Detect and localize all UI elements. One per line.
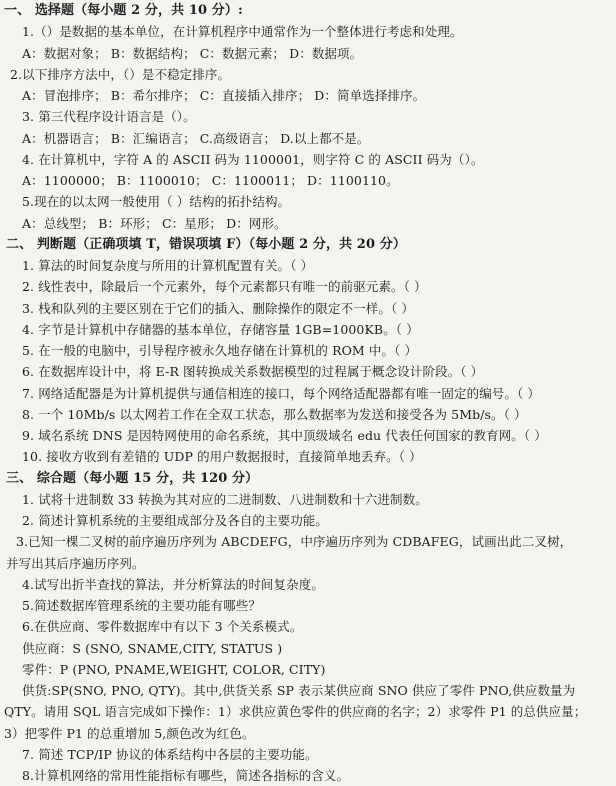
question-text: 3.已知一棵二叉树的前序遍历序列为 ABCDEFG，中序遍历序列为 CDBAFEG，试画出此二叉树， bbox=[16, 534, 573, 550]
section-1-heading: 一、 选择题（每小题 2 分，共 10 分）: bbox=[4, 3, 243, 18]
question-options: A：冒泡排序； B：希尔排序； C：直接插入排序； D：简单选择排序。 bbox=[22, 88, 426, 103]
question-text: 3）把零件 P1 的总重增加 5,颜色改为红色。 bbox=[4, 725, 255, 741]
question-text: 3. 第三代程序设计语言是（）。 bbox=[22, 109, 196, 125]
question-text: 4. 在计算机中，字符 A 的 ASCII 码为 1100001，则字符 C 的 ASCII 码为（）。 bbox=[22, 151, 484, 167]
question-text: 6.在供应商、零件数据库中有以下 3 个关系模式。 bbox=[22, 619, 303, 635]
question-options: A：1100000； B：1100010； C：1100011； D：1100110。 bbox=[22, 173, 399, 188]
question-text: 6. 在数据库设计中，将 E-R 图转换成关系数据模型的过程属于概念设计阶段。（ ） bbox=[22, 364, 484, 380]
question-text: 2. 线性表中，除最后一个元素外，每个元素都只有唯一的前驱元素。（ ） bbox=[22, 279, 427, 295]
question-options: A：机器语言； B：汇编语言； C.高级语言； D.以上都不是。 bbox=[22, 130, 370, 146]
section-3-heading: 三、 综合题（每小题 15 分，共 120 分） bbox=[6, 470, 259, 486]
relation-schema: 供应商：S (SNO, SNAME,CITY, STATUS ) bbox=[22, 640, 283, 656]
question-options: A：总线型； B：环形； C：星形； D：网形。 bbox=[22, 215, 287, 231]
question-text: 7. 网络适配器是为计算机提供与通信相连的接口，每个网络适配器都有唯一固定的编号。（ ） bbox=[22, 385, 541, 401]
question-text: 5. 在一般的电脑中，引导程序被永久地存储在计算机的 ROM 中。（ ） bbox=[22, 343, 418, 358]
question-text: 2.以下排序方法中，（）是不稳定排序。 bbox=[10, 66, 231, 82]
question-text: 5.简述数据库管理系统的主要功能有哪些？ bbox=[22, 598, 261, 613]
question-text: QTY。请用 SQL 语言完成如下操作：1）求供应黄色零件的供应商的名字；2）求零件 P1 的总供应量； bbox=[4, 704, 587, 720]
question-text: 8. 一个 10Mb/s 以太网若工作在全双工状态，那么数据率为发送和接受各为 5Mb/s。（ ） bbox=[22, 406, 527, 422]
question-text: 10. 接收方收到有差错的 UDP 的用户数据报时，直接简单地丢弃。（ ） bbox=[22, 449, 422, 465]
relation-schema: 供货:SP(SNO, PNO, QTY)。其中,供货关系 SP 表示某供应商 SNO 供应了零件 PNO,供应数量为 bbox=[22, 683, 576, 698]
question-text: 9. 域名系统 DNS 是因特网使用的命名系统，其中顶级域名 edu 代表任何国家的教育网。（ ） bbox=[22, 428, 547, 443]
question-text: 1.（）是数据的基本单位，在计算机程序中通常作为一个整体进行考虑和处理。 bbox=[22, 24, 463, 40]
relation-schema: 零件：P (PNO, PNAME,WEIGHT, COLOR, CITY) bbox=[22, 661, 326, 677]
section-2-heading: 二、 判断题（正确项填 T，错误项填 F）（每小题 2 分，共 20 分） bbox=[6, 236, 406, 252]
question-text: 1. 算法的时间复杂度与所用的计算机配置有关。（ ） bbox=[22, 258, 314, 273]
question-options: A：数据对象； B：数据结构； C：数据元素； D：数据项。 bbox=[22, 45, 363, 61]
question-text: 2. 简述计算机系统的主要组成部分及各自的主要功能。 bbox=[22, 513, 329, 528]
question-text: 4.试写出折半查找的算法，并分析算法的时间复杂度。 bbox=[22, 576, 324, 592]
question-text: 4. 字节是计算机中存储器的基本单位，存储容量 1GB=1000KB。（ ） bbox=[22, 321, 419, 337]
question-text: 1. 试将十进制数 33 转换为其对应的二进制数、八进制数和十六进制数。 bbox=[22, 491, 428, 507]
question-text: 3. 栈和队列的主要区别在于它们的插入、删除操作的限定不一样。（ ） bbox=[22, 300, 415, 316]
question-text: 8.计算机网络的常用性能指标有哪些，简述各指标的含义。 bbox=[22, 768, 350, 783]
question-text: 5.现在的以太网一般使用（ ）结构的拓扑结构。 bbox=[22, 194, 291, 210]
question-text: 7. 简述 TCP/IP 协议的体系结构中各层的主要功能。 bbox=[22, 746, 318, 762]
question-text: 并写出其后序遍历序列。 bbox=[6, 555, 145, 571]
